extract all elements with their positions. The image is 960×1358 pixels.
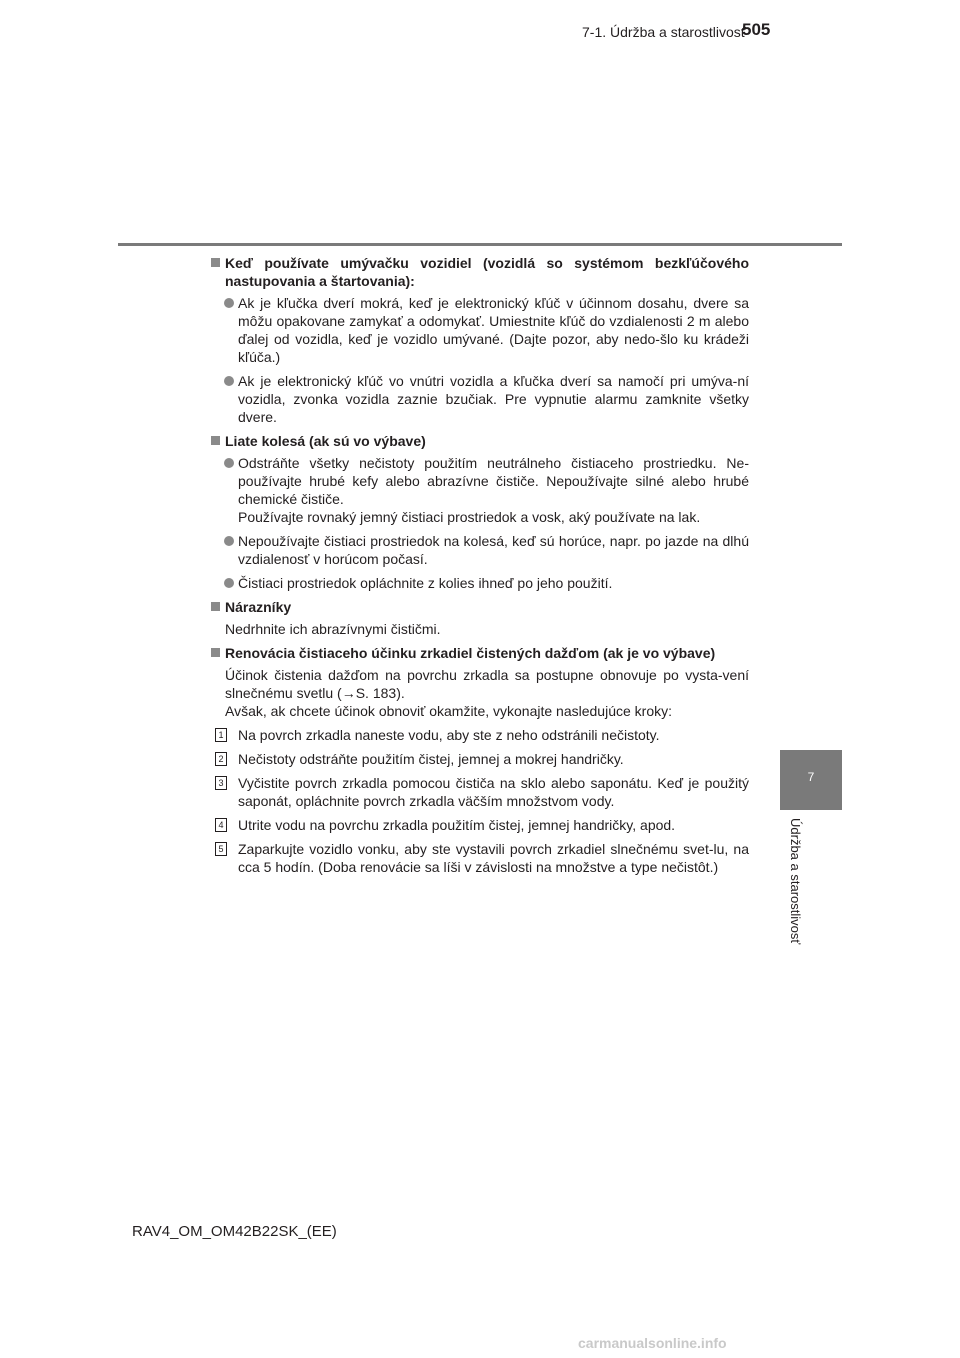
circle-bullet-icon	[224, 458, 234, 468]
circle-bullet-icon	[224, 376, 234, 386]
paragraph: Nedrhnite ich abrazívnymi čističmi.	[225, 621, 441, 637]
square-bullet-icon	[211, 648, 220, 657]
list-item-text: Odstráňte všetky nečistoty použitím neutrálneho čistiaceho prostriedku. Ne-používajte hrubé kefy alebo abrazívne čističe. Nepoužívajte silné alebo hrubé chemické čističe.	[238, 455, 749, 507]
chapter-tab	[780, 750, 842, 810]
section-heading	[209, 254, 749, 290]
step-item	[209, 816, 749, 834]
step-text: Vyčistite povrch zrkadla pomocou čističa na sklo alebo saponátu. Keď je použitý saponát, opláchnite povrch zrkadla väčším množstvom vody.	[238, 775, 749, 809]
list-item-text: Nepoužívajte čistiaci prostriedok na kolesá, keď sú horúce, napr. po jazde na dlhú vzdialenosť v horúcom počasí.	[238, 533, 749, 567]
list-item-text: Ak je kľučka dverí mokrá, keď je elektronický kľúč v účinnom dosahu, dvere sa môžu opakovane zamykať a odomykať. Umiestnite kľúč do vzdialenosti 2 m alebo ďalej od vozidla, keď je vozidlo umývané. (Dajte pozor, aby nedo-šlo ku krádeži kľúča.)	[238, 295, 749, 365]
step-number-box: 4	[215, 818, 227, 832]
step-item	[209, 726, 749, 744]
step-item	[209, 750, 749, 768]
step-item	[209, 840, 749, 876]
step-item	[209, 774, 749, 810]
watermark-link[interactable]: carmanualsonline.info	[578, 1335, 727, 1351]
header-divider	[118, 243, 842, 246]
section-heading	[209, 598, 749, 616]
heading-text: Nárazníky	[225, 599, 292, 615]
step-number-box: 3	[215, 776, 227, 790]
heading-text: Liate kolesá (ak sú vo výbave)	[225, 433, 426, 449]
step-text: Utrite vodu na povrchu zrkadla použitím čistej, jemnej handričky, apod.	[238, 817, 676, 833]
page-number: 505	[742, 20, 771, 39]
page-content	[209, 254, 749, 882]
heading-text: Keď používate umývačku vozidiel (vozidlá so systémom bezkľúčového nastupovania a štartovania):	[225, 255, 749, 289]
list-item-text: Ak je elektronický kľúč vo vnútri vozidla a kľučka dverí sa namočí pri umýva-ní vozidla, zvonka vozidla zaznie bzučiak. Pre vypnutie alarmu zamknite všetky dvere.	[238, 373, 749, 425]
paragraph-text: Avšak, ak chcete účinok obnoviť okamžite, vykonajte nasledujúce kroky:	[225, 703, 673, 719]
section-title: 7-1. Údržba a starostlivosť	[582, 24, 746, 40]
circle-bullet-icon	[224, 578, 234, 588]
paragraph	[209, 666, 749, 720]
circle-bullet-icon	[224, 536, 234, 546]
step-text: Na povrch zrkadla naneste vodu, aby ste z neho odstránili nečistoty.	[238, 727, 660, 743]
paragraph-text: Účinok čistenia dažďom na povrchu zrkadla sa postupne obnovuje po vysta-vení slnečnému svetlu (→S. 183).	[225, 667, 749, 701]
step-number-box: 2	[215, 752, 227, 766]
list-item-extra-text: Používajte rovnaký jemný čistiaci prostriedok a vosk, aký používate na lak.	[238, 509, 701, 525]
document-code: RAV4_OM_OM42B22SK_(EE)	[132, 1223, 337, 1240]
chapter-title: Údržba a starostlivosť	[788, 818, 803, 945]
square-bullet-icon	[211, 602, 220, 611]
square-bullet-icon	[211, 258, 220, 267]
section-heading	[209, 644, 749, 662]
square-bullet-icon	[211, 436, 220, 445]
list-item	[209, 574, 749, 592]
list-item-text: Čistiaci prostriedok opláchnite z kolies ihneď po jeho použití.	[238, 575, 613, 591]
list-item	[209, 372, 749, 426]
circle-bullet-icon	[224, 298, 234, 308]
step-number-box: 5	[215, 842, 227, 856]
list-item	[209, 454, 749, 526]
list-item	[209, 294, 749, 366]
heading-text: Renovácia čistiaceho účinku zrkadiel čistených dažďom (ak je vo výbave)	[225, 645, 716, 661]
list-item	[209, 532, 749, 568]
step-text: Nečistoty odstráňte použitím čistej, jemnej a mokrej handričky.	[238, 751, 624, 767]
section-heading	[209, 432, 749, 450]
step-text: Zaparkujte vozidlo vonku, aby ste vystavili povrch zrkadiel slnečnému svet-lu, na cca 5 hodín. (Doba renovácie sa líši v závislosti na množstve a type nečistôt.)	[238, 841, 749, 875]
chapter-number: 7	[807, 770, 815, 784]
step-number-box: 1	[215, 728, 227, 742]
